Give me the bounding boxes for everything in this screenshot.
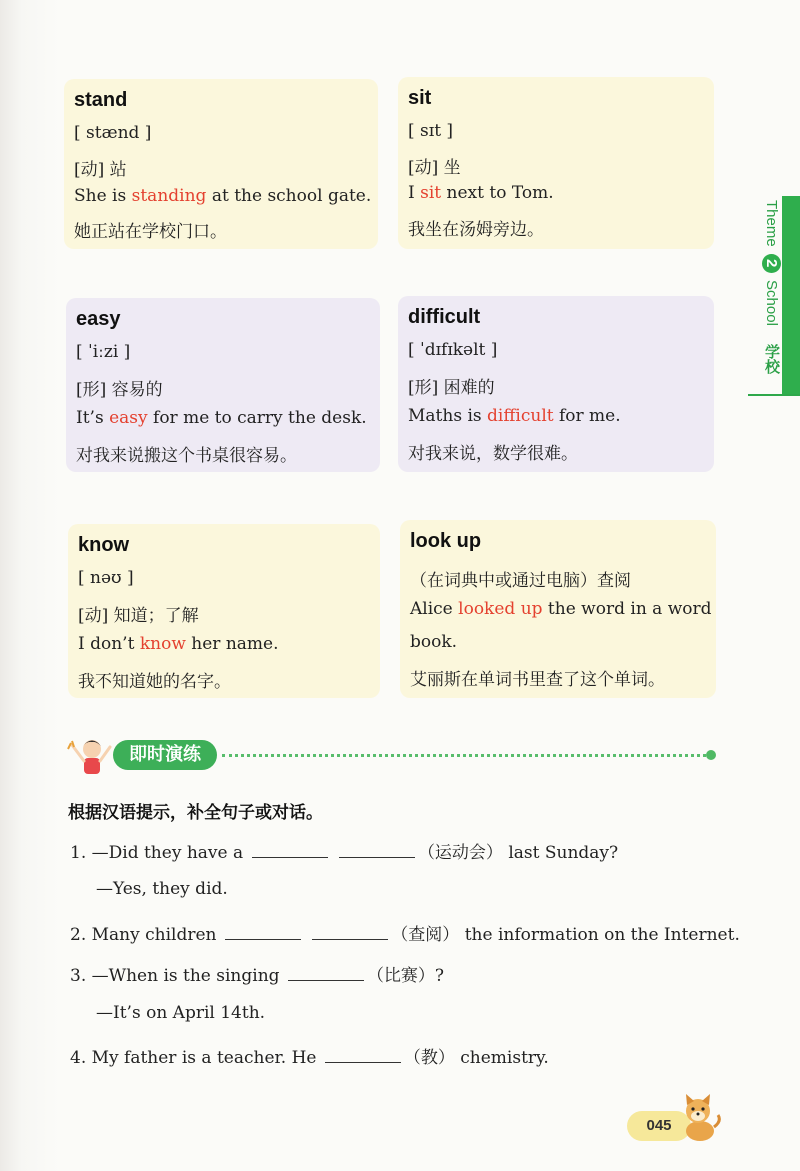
vocab-word: sit — [408, 87, 432, 109]
example-highlight: know — [139, 634, 186, 654]
example-text: Maths is — [408, 406, 488, 426]
vocab-card-easy — [66, 298, 380, 472]
answer-blank[interactable] — [312, 924, 388, 940]
example-text: I — [408, 183, 421, 203]
kid-icon — [66, 735, 114, 779]
practice-instruction: 根据汉语提示，补全句子或对话。 — [68, 803, 323, 823]
question-2 — [70, 920, 740, 945]
question-text: （运动会） last Sunday? — [417, 843, 619, 863]
vocab-word: know — [78, 534, 130, 556]
vocab-example-cont: book. — [410, 632, 458, 652]
example-text: She is — [74, 186, 132, 206]
side-tab-cn: 学校 — [763, 344, 780, 375]
question-1 — [70, 838, 618, 863]
vocab-card-sit — [398, 77, 714, 249]
example-highlight: easy — [109, 408, 148, 428]
practice-title: 即时演练 — [113, 740, 217, 770]
vocab-card-know — [68, 524, 380, 698]
example-text: It’s — [76, 408, 110, 428]
answer-blank[interactable] — [252, 842, 328, 858]
vocab-translation: 对我来说搬这个书桌很容易。 — [76, 446, 297, 466]
vocab-part-of-speech: [动] 知道；了解 — [78, 606, 199, 626]
vocab-example — [78, 634, 279, 654]
vocab-part-of-speech: [动] 站 — [74, 160, 127, 180]
vocab-example — [74, 186, 371, 206]
answer-1: —Yes, they did. — [96, 879, 228, 899]
vocab-word: stand — [74, 89, 128, 111]
question-text: 4. My father is a teacher. He — [70, 1048, 317, 1068]
answer-blank[interactable] — [339, 842, 415, 858]
vocab-example — [408, 406, 621, 426]
vocab-example — [408, 183, 554, 203]
vocab-phonetic: [ stænd ] — [74, 123, 152, 143]
side-tab-label — [752, 200, 782, 390]
side-tab-school: School — [763, 280, 780, 326]
vocab-card-difficult — [398, 296, 714, 472]
vocab-card-look-up — [400, 520, 716, 698]
answer-blank[interactable] — [225, 924, 301, 940]
vocab-card-stand — [64, 79, 378, 249]
vocab-translation: 我坐在汤姆旁边。 — [408, 220, 544, 240]
example-highlight: standing — [131, 186, 207, 206]
example-text: the word in a word — [542, 599, 712, 619]
answer-3: —It’s on April 14th. — [96, 1003, 266, 1023]
vocab-part-of-speech: （在词典中或通过电脑）查阅 — [410, 571, 631, 591]
answer-blank[interactable] — [288, 965, 364, 981]
example-text: I don’t — [78, 634, 140, 654]
question-4 — [70, 1043, 549, 1068]
question-text: （查阅） the information on the Internet. — [391, 925, 740, 945]
vocab-translation: 艾丽斯在单词书里查了这个单词。 — [410, 670, 665, 690]
question-text: 3. —When is the singing — [70, 966, 280, 986]
example-text: Alice — [410, 599, 459, 619]
vocab-part-of-speech: [形] 容易的 — [76, 380, 163, 400]
example-highlight: difficult — [487, 406, 554, 426]
question-3 — [70, 961, 444, 986]
example-highlight: sit — [420, 183, 442, 203]
side-tab-number: 2 — [762, 254, 781, 273]
vocab-example — [76, 408, 367, 428]
divider-dot — [706, 750, 716, 760]
vocab-word: look up — [410, 530, 482, 552]
question-text: （教） chemistry. — [403, 1048, 549, 1068]
example-text: at the school gate. — [206, 186, 372, 206]
question-text: （比赛）? — [366, 966, 445, 986]
example-text: for me. — [553, 406, 621, 426]
vocab-translation: 我不知道她的名字。 — [78, 672, 231, 692]
divider-dotted — [222, 754, 706, 757]
vocab-word: easy — [76, 308, 121, 330]
vocab-example — [410, 599, 712, 619]
vocab-translation: 她正站在学校门口。 — [74, 222, 227, 242]
vocab-word: difficult — [408, 306, 481, 328]
example-text: her name. — [185, 634, 279, 654]
vocab-phonetic: [ ˈiːzi ] — [76, 342, 131, 362]
side-tab-theme: Theme — [763, 200, 780, 247]
vocab-translation: 对我来说，数学很难。 — [408, 444, 578, 464]
vocab-phonetic: [ nəʊ ] — [78, 568, 134, 588]
answer-blank[interactable] — [325, 1047, 401, 1063]
example-highlight: looked up — [458, 599, 543, 619]
vocab-phonetic: [ ˈdɪfɪkəlt ] — [408, 340, 498, 360]
example-text: next to Tom. — [441, 183, 554, 203]
page-number: 045 — [627, 1111, 691, 1141]
question-text: 2. Many children — [70, 925, 217, 945]
example-text: for me to carry the desk. — [147, 408, 367, 428]
question-text: 1. —Did they have a — [70, 843, 244, 863]
vocab-part-of-speech: [形] 困难的 — [408, 378, 495, 398]
vocab-part-of-speech: [动] 坐 — [408, 158, 461, 178]
dog-icon — [676, 1093, 722, 1143]
vocab-phonetic: [ sɪt ] — [408, 121, 454, 141]
